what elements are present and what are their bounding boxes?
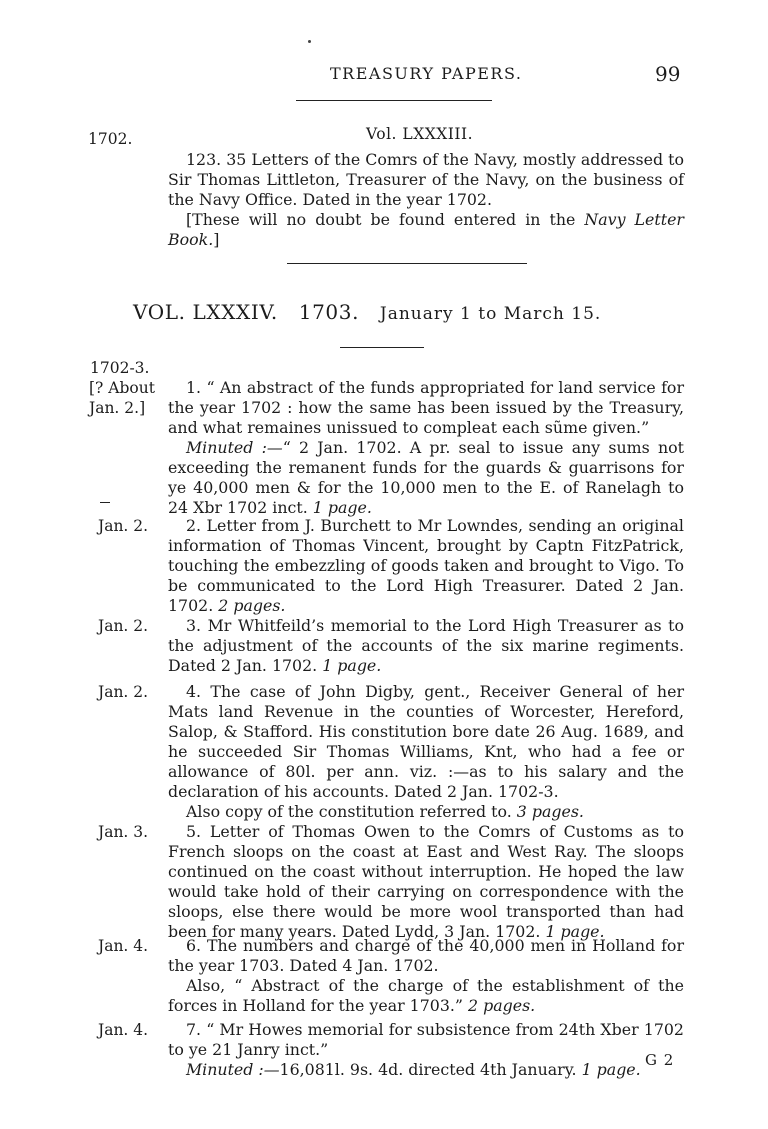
entry-6-also: Also, “ Abstract of the charge of the establishment of the forces in Holland for the year 1703.”: [168, 976, 684, 1015]
entry-1-margin: 1702-3.: [90, 359, 150, 377]
signature-mark: G 2: [645, 1051, 675, 1069]
page-count: 2 pages.: [218, 596, 286, 615]
entry-2-margin: Jan. 2.: [98, 517, 149, 535]
entry-3-margin: Jan. 2.: [98, 617, 149, 635]
page-count: 1 page.: [322, 656, 382, 675]
entry-5-margin: Jan. 3.: [98, 823, 149, 841]
page-count: 1 page.: [581, 1060, 641, 1079]
entry-4-margin: Jan. 2.: [98, 683, 149, 701]
entry-5: [168, 822, 684, 942]
section-rule: [287, 263, 527, 264]
entry-123-note: [168, 210, 684, 250]
entry-7-minuted: [168, 1060, 684, 1080]
entry-6: [168, 936, 684, 1016]
entry-4: [168, 682, 684, 822]
volume-heading-83: Vol. LXXXIII.: [366, 125, 474, 143]
entry-7-margin: Jan. 4.: [98, 1021, 149, 1039]
minuted-text: 16,081l. 9s. 4d. directed 4th January.: [279, 1060, 577, 1079]
entry-3-text: 3. Mr Whitfeild’s memorial to the Lord High Treasurer as to the adjustment of the accounts of the six marine regiments. Dated 2 Jan. 1702.: [168, 616, 684, 675]
ink-speck: [308, 40, 311, 43]
volume-heading-84: [133, 300, 601, 324]
entry-separator: [100, 502, 110, 503]
note-italic: Navy Letter Book.: [168, 210, 684, 249]
entry-2-text: 2. Letter from J. Burchett to Mr Lowndes, sending an original information of Thomas Vincent, brought by Captn FitzPatrick, touching the embezzling of goods taken and brought to Vigo. To be communicated to the Lord High Treasurer. Dated 2 Jan. 1702.: [168, 516, 684, 615]
minuted-label: Minuted :—: [186, 438, 283, 457]
page-number: 99: [655, 62, 681, 86]
volume-heading-dates: January 1 to March 15.: [379, 304, 602, 324]
header-rule: [296, 100, 492, 101]
entry-123-text: 123. 35 Letters of the Comrs of the Navy, mostly addressed to Sir Thomas Littleton, Treasurer of the Navy, on the business of the Navy Office. Dated in the year 1702.: [168, 150, 684, 209]
volume-heading-vol: VOL. LXXXIV.: [133, 300, 278, 324]
volume-heading-year: 1703.: [298, 300, 360, 324]
page-count: 1 page.: [312, 498, 372, 517]
entry-123: [168, 150, 684, 250]
entry-7-text: 7. “ Mr Howes memorial for subsistence from 24th Xber 1702 to ye 21 Janry inct.”: [168, 1020, 684, 1059]
entry-1-margin-2: [? About: [89, 379, 155, 397]
entry-1-text: 1. “ An abstract of the funds appropriated for land service for the year 1702 : how the same has been issued by the Treasury, and what remaines unissued to compleat each sũme given.”: [168, 378, 684, 437]
page-count: 2 pages.: [468, 996, 536, 1015]
page-count: 1 page.: [545, 922, 605, 941]
entry-1-margin-3: Jan. 2.]: [89, 399, 146, 417]
minuted-label: Minuted :—: [186, 1060, 280, 1079]
entry-1-minuted: [168, 438, 684, 518]
heading-rule: [340, 347, 424, 348]
entry-5-text: 5. Letter of Thomas Owen to the Comrs of Customs as to French sloops on the coast at East and West Ray. The sloops continued on the coast without interruption. He hoped the law would take hold of their carrying on correspondence with the sloops, else there would be more wool transported than had been for many years. Dated Lydd, 3 Jan. 1702.: [168, 822, 684, 941]
entry-4-text: 4. The case of John Digby, gent., Receiver General of her Mats land Revenue in the counties of Worcester, Hereford, Salop, & Stafford. His constitution bore date 26 Aug. 1689, and he succeeded Sir Thomas Williams, Knt, who had a fee or allowance of 80l. per ann. viz. :—as to his salary and the declaration of his accounts. Dated 2 Jan. 1702-3.: [168, 682, 684, 801]
entry-1: [168, 378, 684, 518]
running-head: TREASURY PAPERS.: [330, 64, 523, 83]
note-prefix: [These will no doubt be found entered in the: [186, 210, 585, 229]
minuted-text: “ 2 Jan. 1702. A pr. seal to issue any sums not exceeding the remanent funds for the guards & guarrisons for ye 40,000 men & for the 10,000 men to the E. of Ranelagh to 24 Xbr 1702 inct.: [168, 438, 684, 517]
entry-2: [168, 516, 684, 616]
margin-year: 1702.: [88, 130, 133, 148]
entry-3: [168, 616, 684, 676]
entry-6-text: 6. The numbers and charge of the 40,000 men in Holland for the year 1703. Dated 4 Jan. 1702.: [168, 936, 684, 975]
note-suffix: ]: [213, 230, 220, 249]
entry-4-also: Also copy of the constitution referred to.: [186, 802, 512, 821]
entry-6-margin: Jan. 4.: [98, 937, 149, 955]
entry-7: [168, 1020, 684, 1080]
page-count: 3 pages.: [516, 802, 584, 821]
